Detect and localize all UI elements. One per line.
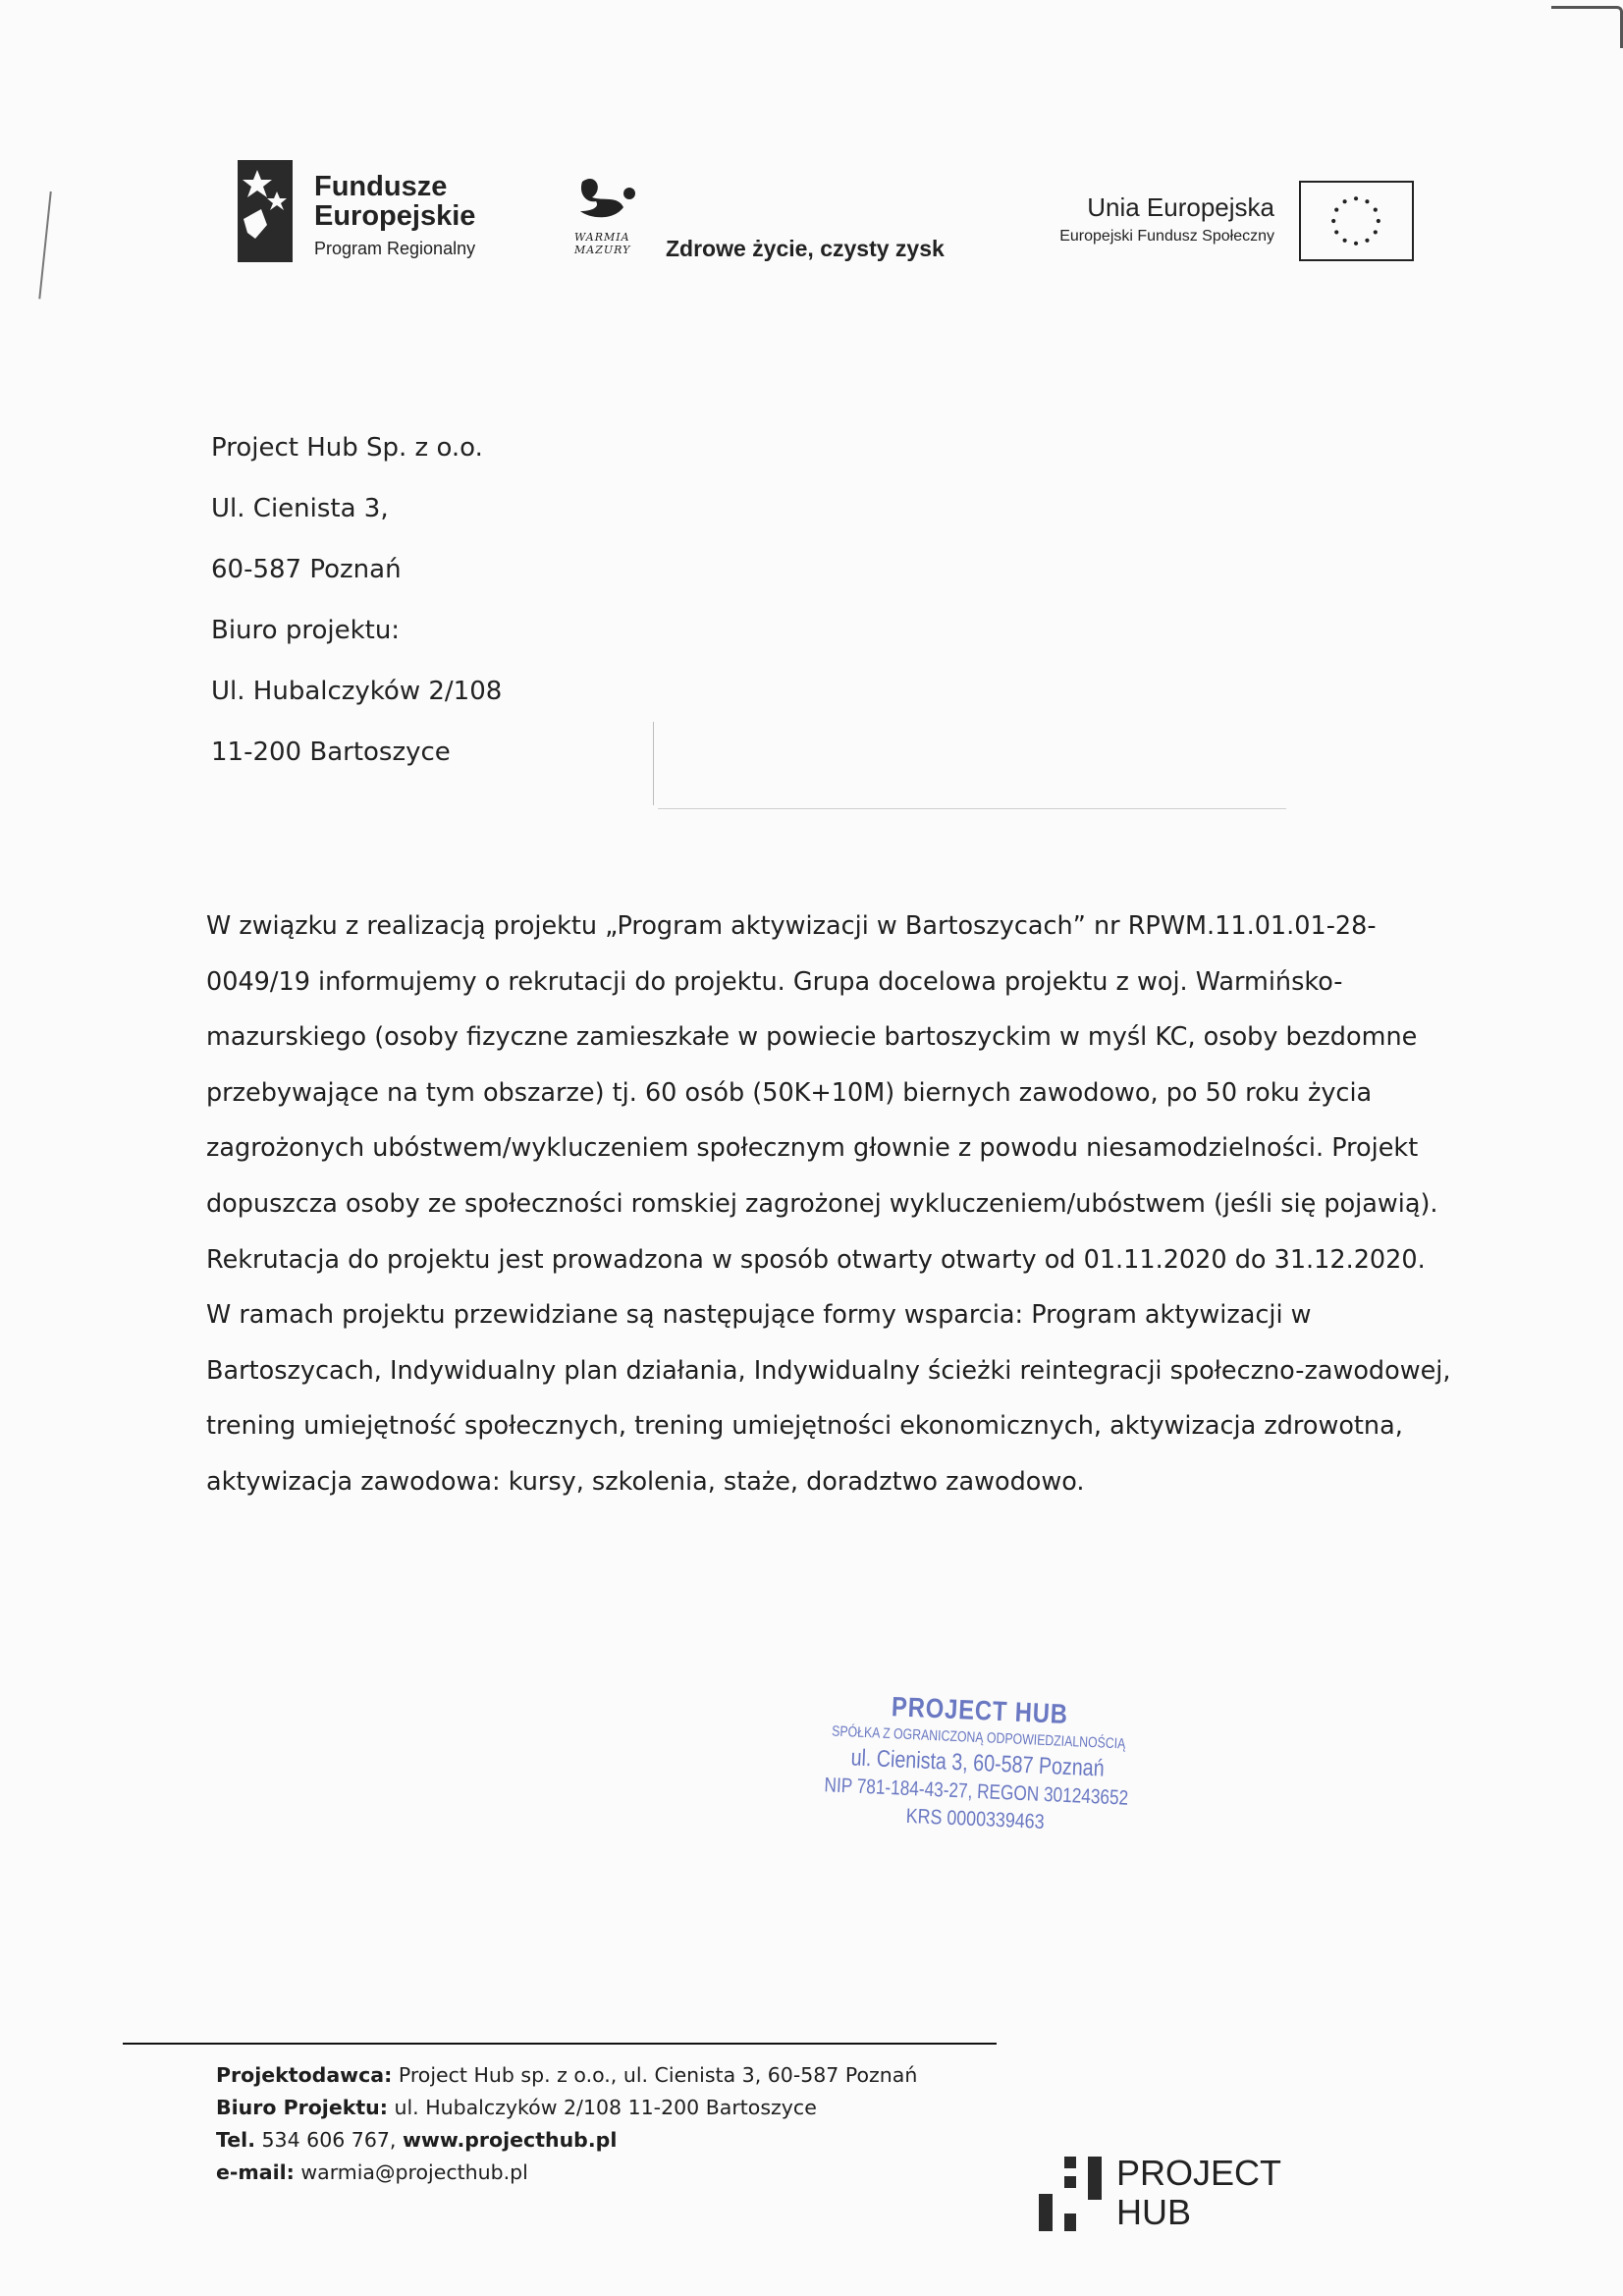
eu-star xyxy=(1374,207,1378,211)
stamp-ids: NIP 781-184-43-27, REGON 301243652 xyxy=(824,1774,1129,1810)
scan-corner-mark xyxy=(1551,6,1623,48)
eu-star xyxy=(1354,196,1358,200)
box-mark-vertical xyxy=(653,722,654,805)
box-mark-horizontal xyxy=(658,808,1286,809)
body-line: aktywizacja zawodowa: kursy, szkolenia, staże, doradztwo zawodowo. xyxy=(206,1466,1085,1497)
eu-star xyxy=(1374,230,1378,234)
footer-email: e-mail: warmia@projecthub.pl xyxy=(216,2160,528,2184)
address-line: Biuro projektu: xyxy=(211,616,401,645)
body-line: zagrożonych ubóstwem/wykluczeniem społecznym głownie z powodu niesamodzielności. Projekt xyxy=(206,1133,1419,1164)
body-paragraph xyxy=(206,899,1451,1510)
warmia-word: WARMIA xyxy=(574,231,630,244)
address-block xyxy=(211,417,502,783)
body-line: W ramach projektu przewidziane są następujące formy wsparcia: Program aktywizacji w xyxy=(206,1300,1312,1331)
eu-star xyxy=(1365,239,1369,243)
address-line: 11-200 Bartoszyce xyxy=(211,738,451,767)
body-line: 0049/19 informujemy o rekrutacji do projektu. Grupa docelowa projektu z woj. Warmińsko- xyxy=(206,966,1343,997)
fundusze-europejskie-logo-icon xyxy=(238,160,293,262)
eu-star xyxy=(1343,199,1347,203)
eu-star xyxy=(1365,199,1369,203)
stamp-street: ul. Cienista 3, 60-587 Poznań xyxy=(850,1744,1106,1782)
eu-star xyxy=(1334,230,1338,234)
footer xyxy=(216,2059,917,2189)
body-line: mazurskiego (osoby fizyczne zamieszkałe w powiecie bartoszyckim w myśl KC, osoby bezdomne xyxy=(206,1022,1418,1053)
website-link[interactable]: www.projecthub.pl xyxy=(402,2128,618,2152)
body-line: przebywające na tym obszarze) tj. 60 osób (50K+10M) biernych zawodowo, po 50 roku życia xyxy=(206,1077,1373,1108)
eu-star xyxy=(1343,239,1347,243)
eu-star xyxy=(1331,219,1335,223)
address-line: 60-587 Poznań xyxy=(211,555,402,584)
project-hub-logo-text: PROJECT HUB xyxy=(1116,2153,1282,2232)
ue-title: Unia Europejska xyxy=(1087,192,1274,222)
warmia-mazury-bird-icon xyxy=(574,172,643,227)
fundusze-title: Fundusze Europejskie xyxy=(314,171,476,232)
stamp-name: PROJECT HUB xyxy=(891,1691,1069,1729)
footer-projektodawca: Projektodawca: Project Hub sp. z o.o., ul. Cienista 3, 60-587 Poznań xyxy=(216,2063,918,2087)
footer-biuro: Biuro Projektu: ul. Hubalczyków 2/108 11-200 Bartoszyce xyxy=(216,2096,817,2119)
body-line: W związku z realizacją projektu „Program aktywizacji w Bartoszycach” nr RPWM.11.01.01-28- xyxy=(206,911,1377,941)
body-line: dopuszcza osoby ze społeczności romskiej zagrożonej wykluczeniem/ubóstwem (jeśli się pojawią). xyxy=(206,1188,1438,1219)
body-line: Bartoszycach, Indywidualny plan działania, Indywidualny ścieżki reintegracji społeczno-zawodowej, xyxy=(206,1355,1451,1386)
eu-star xyxy=(1334,207,1338,211)
project-hub-logo-icon xyxy=(1037,2151,1115,2235)
email-link[interactable]: warmia@projecthub.pl xyxy=(294,2160,528,2184)
mazury-word: MAZURY xyxy=(574,244,631,256)
address-line: Ul. Hubalczyków 2/108 xyxy=(211,677,503,706)
warmia-slogan: Zdrowe życie, czysty zysk xyxy=(666,236,945,261)
ue-subtitle: Europejski Fundusz Społeczny xyxy=(1059,228,1274,245)
address-line: Project Hub Sp. z o.o. xyxy=(211,433,483,463)
eu-star xyxy=(1354,242,1358,246)
warmia-mazury-logo xyxy=(574,172,643,260)
address-line: Ul. Cienista 3, xyxy=(211,494,389,523)
eu-flag-icon xyxy=(1299,181,1414,261)
scan-mark xyxy=(38,191,57,300)
fundusze-subtitle: Program Regionalny xyxy=(314,239,476,258)
company-stamp xyxy=(782,1686,1171,1870)
eu-star xyxy=(1377,219,1380,223)
body-line: Rekrutacja do projektu jest prowadzona w sposób otwarty otwarty od 01.11.2020 do 31.12.2020. xyxy=(206,1244,1426,1275)
stamp-krs: KRS 0000339463 xyxy=(905,1804,1046,1834)
footer-divider xyxy=(123,2043,997,2045)
stamp-type: SPÓŁKA Z OGRANICZONĄ ODPOWIEDZIALNOŚCIĄ xyxy=(831,1722,1126,1753)
footer-tel: Tel. 534 606 767, www.projecthub.pl xyxy=(216,2128,618,2152)
body-line: trening umiejętność społecznych, trening umiejętności ekonomicznych, aktywizacja zdrowotna, xyxy=(206,1411,1403,1442)
